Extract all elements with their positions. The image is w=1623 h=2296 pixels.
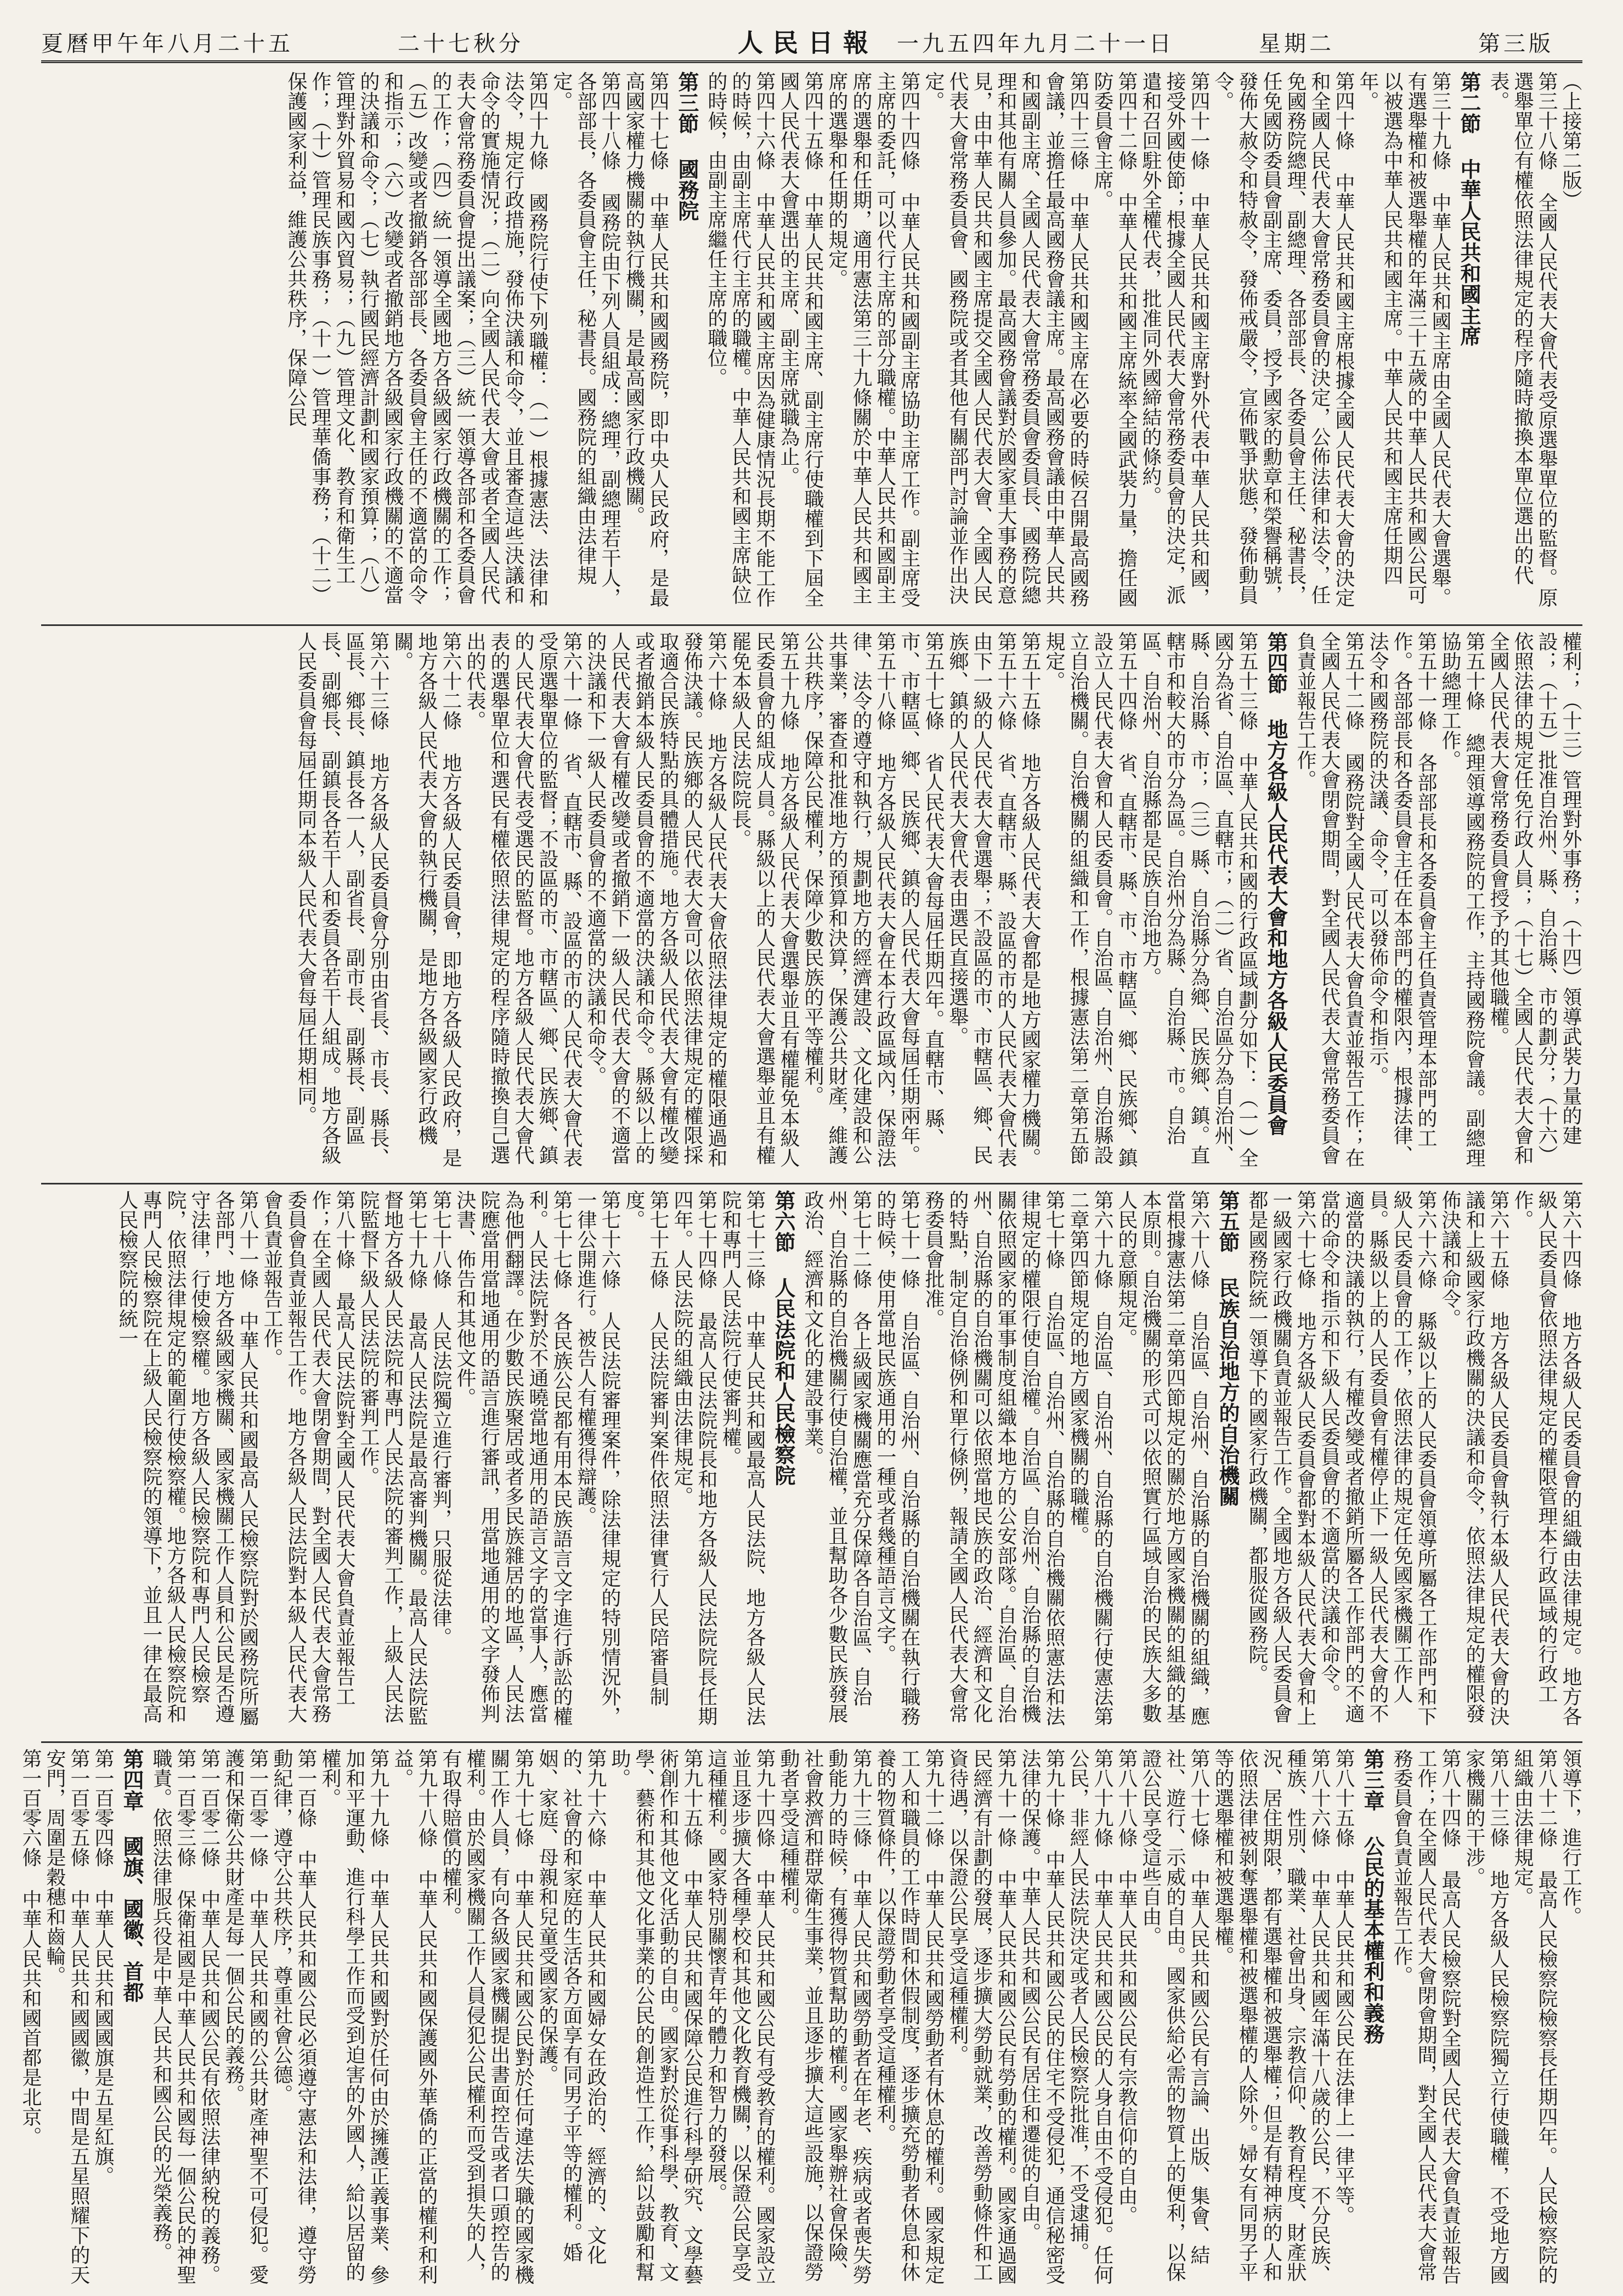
article-paragraph: 第九十三條 中華人民共和國勞動者在年老、疾病或者喪失勞動能力的時候，有獲得物質幫助的權利。國家舉辦社會保險、社會救濟和群眾衛生事業，並且逐步擴大這些設施，以保證勞動者享受這種權利。	[777, 1748, 872, 2284]
article-paragraph: 第五十二條 國務院對全國人民代表大會負責並報告工作；在全國人民代表大會閉會期間，對全國人民代表大會常務委員會負責並報告工作。	[1294, 631, 1365, 1167]
article-paragraph: 第七十五條 人民法院審判案件依照法律實行人民陪審員制度。	[623, 1190, 669, 1706]
article-paragraph: 第五十五條 地方各級人民代表大會都是地方國家權力機關。	[1019, 631, 1041, 1167]
article-paragraph: 第一百零六條 中華人民共和國首都是北京。	[19, 1748, 42, 2146]
article-paragraph: 第三十八條 全國人民代表大會代表受原選舉單位的監督。原選舉單位有權依照法律規定的程序隨時撤換本單位選出的代表。	[1487, 71, 1558, 607]
article-paragraph: 第四十條 中華人民共和國主席根據全國人民代表大會的決定和全國人民代表大會常務委員會的決定，公佈法律和法令，任免國務院總理、副總理、各部部長、各委員會主任、秘書長，任免國防委員會副主席、委員，授予國家的勳章和榮譽稱號，發佈大赦令和特赦令，發佈戒嚴令，宣佈戰爭狀態，發佈動員令。	[1212, 71, 1355, 607]
band-2-columns	[41, 631, 1582, 1175]
article-paragraph: 第五十七條 省人民代表大會每屆任期四年。直轄市、縣、市、市轄區、鄉、民族鄉、鎮的人民代表大會每屆任期兩年。	[898, 631, 945, 1165]
article-paragraph: 第一百條 中華人民共和國公民必須遵守憲法和法律，遵守勞動紀律，遵守公共秩序，尊重社會公德。	[270, 1748, 317, 2284]
article-paragraph: 第四十八條 國務院由下列人員組成：總理，副總理若干人，各部部長，各委員會主任，秘書長。國務院的組織由法律規定。	[550, 71, 621, 607]
article-paragraph: 第八十條 最高人民法院對全國人民代表大會負責並報告工作；在全國人民代表大會閉會期間，對全國人民代表大會常務委員會負責並報告工作。地方各級人民法院對本級人民代表大會負責並報告工作。	[261, 1190, 355, 1723]
text-band-4	[19, 1741, 1582, 2296]
article-paragraph: 第六十七條 地方各級人民委員會都對本級人民代表大會和上一級國家行政機關負責並報告工作。全國地方各級人民委員會都是國務院統一領導下的國家行政機關，都服從國務院。	[1246, 1190, 1316, 1726]
solar-term: 二十七秋分	[398, 31, 524, 57]
article-paragraph: 第五十四條 省、直轄市、縣、市、市轄區、鄉、民族鄉、鎮設立人民代表大會和人民委員會。自治區、自治州、自治縣設立自治機關。自治機關的組織和工作，根據憲法第二章第五節規定。	[1043, 631, 1138, 1167]
article-paragraph: 第七十七條 各民族公民都有用本民族語言文字進行訴訟的權利。人民法院對於不通曉當地通用的語言文字的當事人，應當為他們翻譯。在少數民族聚居或者多民族雜居的地區，人民法院應當用當地通用的語言進行審訊，用當地通用的文字發佈判決書、佈告和其他文件。	[454, 1190, 573, 1726]
article-paragraph: 第四十三條 中華人民共和國主席在必要的時候召開最高國務會議，並擔任最高國務會議主席。最高國務會議由中華人民共和國副主席、全國人民代表大會常務委員會委員長、國務院總理和其他有關人員參加。最高國務會議對於國家重大事務的意見，由中華人民共和國主席提交全國人民代表大會、全國人民代表大會常務委員會、國務院或者其他有關部門討論並作出決定。	[922, 71, 1089, 607]
article-paragraph: 第七十二條 各上級國家機關應當充分保障各自治區、自治州、自治縣的自治機關行使自治權，並且幫助各少數民族發展政治、經濟和文化的建設事業。	[801, 1190, 872, 1723]
article-paragraph: 第七十三條 中華人民共和國最高人民法院、地方各級人民法院和專門人民法院行使審判權。	[719, 1190, 766, 1726]
article-paragraph: （上接第二版）	[1559, 71, 1582, 210]
article-paragraph: 第一百零五條 中華人民共和國國徽，中間是五星照耀下的天安門，周圍是穀穗和齒輪。	[43, 1748, 90, 2284]
text-band-1	[41, 66, 1582, 619]
article-paragraph: 第六十九條 自治區、自治州、自治縣的自治機關行使憲法第二章第四節規定的地方國家機關的職權。	[1067, 1190, 1113, 1726]
article-paragraph: 第九十八條 中華人民共和國保護國外華僑的正當的權利和利益。	[391, 1748, 438, 2284]
publication-date: 一九五四年九月二十一日	[897, 31, 1174, 57]
article-paragraph: 第六十條 地方各級人民代表大會依照法律規定的權限通過和發佈決議。民族鄉的人民代表大會可以依照法律規定的權限採取適合民族特點的具體措施。地方各級人民代表大會有權改變或者撤銷本級人民委員會的不適當的決議和命令。縣級以上的人民代表大會有權改變或者撤銷下一級人民代表大會的不適當的決議和下一級人民委員會的不適當的決議和命令。	[584, 631, 727, 1167]
text-band-2	[41, 624, 1582, 1179]
article-paragraph: 第三十九條 中華人民共和國主席由全國人民代表大會選舉。有選舉權和被選舉權的年滿三十五歲的中華人民共和國公民可以被選為中華人民共和國主席。中華人民共和國主席任期四年。	[1356, 71, 1451, 607]
article-paragraph: 第四十一條 中華人民共和國主席對外代表中華人民共和國，接受外國使節；根據全國人民代表大會常務委員會的決定，派遣和召回駐外全權代表，批准同外國締結的條約。	[1139, 71, 1210, 607]
article-paragraph: 第五十條 總理領導國務院的工作，主持國務院會議。副總理協助總理工作。	[1439, 631, 1485, 1167]
band-3-columns	[41, 1190, 1582, 1733]
article-paragraph: 第八十七條 中華人民共和國公民有言論、出版、集會、結社、遊行、示威的自由。國家供給必需的物質上的便利，以保證公民享受這些自由。	[1139, 1748, 1210, 2282]
article-paragraph: 第七十一條 自治區、自治州、自治縣的自治機關在執行職務的時候，使用當地民族通用的一種或者幾種語言文字。	[874, 1190, 920, 1726]
section-heading: 第四節 地方各級人民代表大會和地方各級人民委員會	[1264, 631, 1288, 1136]
section-heading: 第六節 人民法院和人民檢察院	[771, 1190, 796, 1486]
band-1-columns	[41, 71, 1582, 614]
article-paragraph: 第六十二條 地方各級人民委員會，即地方各級人民政府，是地方各級人民代表大會的執行機關，是地方各級國家行政機關。	[391, 631, 462, 1167]
article-paragraph: 第五十九條 地方各級人民代表大會選舉並且有權罷免本級人民委員會的組成人員。縣級以上的人民代表大會選舉並且有權罷免本級人民法院院長。	[729, 631, 800, 1167]
article-paragraph: 第六十一條 省、直轄市、縣、設區的市的人民代表大會代表受原選舉單位的監督；不設區的市、市轄區、鄉、民族鄉、鎮的人民代表大會代表受選民的監督。地方各級人民代表大會代表的選舉單位和選民有權依照法律規定的程序隨時撤換自己選出的代表。	[463, 631, 583, 1167]
article-paragraph: 第六十三條 地方各級人民委員會分別由省長、市長、縣長、區長、鄉長、鎮長各一人，副省長、副市長、副縣長、副區長、副鄉長、副鎮長各若干人和委員各若干人組成。地方各級人民委員會每屆任期同本級人民代表大會每屆任期相同。	[295, 631, 389, 1167]
article-paragraph: 領導下，進行工作。	[1559, 1748, 1582, 1926]
article-paragraph: 第八十六條 中華人民共和國年滿十八歲的公民，不分民族、種族、性別、職業、社會出身、宗教信仰、教育程度、財產狀況、居住期限，都有選舉權和被選舉權；但是有精神病的人和依照法律被剝奪選舉權和被選舉權的人除外。婦女有同男子平等的選舉權和被選舉權。	[1212, 1748, 1331, 2284]
article-paragraph: 第六十四條 地方各級人民委員會的組織由法律規定。地方各級人民委員會依照法律規定的權限管理本行政區域的行政工作。	[1511, 1190, 1582, 1726]
article-paragraph: 第七十九條 最高人民法院是最高審判機關。最高人民法院監督地方各級人民法院和專門人民法院的審判工作，上級人民法院監督下級人民法院的審判工作。	[357, 1190, 428, 1726]
article-paragraph: 第七十四條 最高人民法院院長和地方各級人民法院院長任期四年。人民法院的組織由法律規定。	[671, 1190, 717, 1726]
article-paragraph: 第七十條 自治區、自治州、自治縣的自治機關依照憲法和法律規定的權限行使自治權。自治區、自治州、自治縣的自治機關依照國家的軍事制度組織本地方的公安部隊。自治區、自治州、自治縣的自治機關可以依照當地民族的政治、經濟和文化的特點，制定自治條例和單行條例，報請全國人民代表大會常務委員會批准。	[922, 1190, 1065, 1726]
band-4-columns	[19, 1748, 1582, 2292]
article-paragraph: 第八十八條 中華人民共和國公民有宗教信仰的自由。	[1115, 1748, 1138, 2225]
article-paragraph: 第五十六條 省、直轄市、縣、設區的市的人民代表大會代表由下一級的人民代表大會選舉；不設區的市、市轄區、鄉、民族鄉、鎮的人民代表大會代表由選民直接選舉。	[946, 631, 1017, 1167]
article-paragraph: 第七十六條 人民法院審理案件，除法律規定的特別情況外，一律公開進行。被告人有權獲得辯護。	[574, 1190, 621, 1726]
page-number: 第三版	[1478, 31, 1554, 57]
article-paragraph: 第九十條 中華人民共和國公民的住宅不受侵犯，通信秘密受法律的保護。中華人民共和國公民有居住和遷徙的自由。	[1019, 1748, 1065, 2284]
article-paragraph: 第一百零一條 中華人民共和國的公共財產神聖不可侵犯。愛護和保衛公共財產是每一個公民的義務。	[222, 1748, 269, 2284]
article-paragraph: 第四十七條 中華人民共和國國務院，即中央人民政府，是最高國家權力機關的執行機關，是最高國家行政機關。	[623, 71, 669, 607]
article-paragraph: 第九十六條 中華人民共和國婦女在政治的、經濟的、文化的、社會的和家庭的生活各方面享有同男子平等的權利。婚姻、家庭、母親和兒童受國家的保護。	[536, 1748, 607, 2265]
article-paragraph: 第五十八條 地方各級人民代表大會在本行政區域內，保證法律、法令的遵守和執行，規劃地方的經濟建設、文化建設和公共事業，審查和批准地方的預算和決算，保護公共財產，維護公共秩序，保障公民權利，保障少數民族的平等權利。	[801, 631, 896, 1167]
article-paragraph: 第八十九條 中華人民共和國公民的人身自由不受侵犯。任何公民，非經人民法院決定或者人民檢察院批准，不受逮捕。	[1067, 1748, 1113, 2284]
article-paragraph: 第一百零三條 保衛祖國是中華人民共和國每一個公民的神聖職責。依照法律服兵役是中華人民共和國公民的光榮義務。	[150, 1748, 196, 2284]
article-paragraph: 第八十四條 最高人民檢察院對全國人民代表大會負責並報告工作；在全國人民代表大會閉會期間，對全國人民代表大會常務委員會負責並報告工作。	[1390, 1748, 1461, 2284]
article-paragraph: 第九十七條 中華人民共和國公民對於任何違法失職的國家機關工作人員，有向各級國家機關提出書面控告或者口頭控告的權利。由於國家機關工作人員侵犯公民權利而受到損失的人，有取得賠償的權利。	[439, 1748, 534, 2284]
article-paragraph: 第八十一條 中華人民共和國最高人民檢察院對於國務院所屬各部門、地方各級國家機關、國家機關工作人員和公民是否遵守法律，行使檢察權。地方各級人民檢察院和專門人民檢察院，依照法律規定的範圍行使檢察權。地方各級人民檢察院和專門人民檢察院在上級人民檢察院的領導下，並且一律在最高人民檢察院的統一	[116, 1190, 259, 1726]
text-band-3	[41, 1183, 1582, 1737]
lunar-date: 夏曆甲午年八月二十五	[41, 31, 293, 57]
article-paragraph: 權利；（十三）管理對外事務；（十四）領導武裝力量的建設；（十五）批准自治州、縣、自治縣、市的劃分；（十六）依照法律的規定任免行政人員；（十七）全國人民代表大會和全國人民代表大會常務委員會授予的其他職權。	[1487, 631, 1582, 1165]
article-paragraph: 第七十八條 人民法院獨立進行審判，只服從法律。	[429, 1190, 452, 1647]
article-paragraph: 第四十五條 中華人民共和國主席、副主席行使職權到下屆全國人民代表大會選出的主席、副主席就職為止。	[777, 71, 824, 607]
article-paragraph: 第四十九條 國務院行使下列職權：（一）根據憲法、法律和法令，規定行政措施，發佈決議和命令，並且審查這些決議和命令的實施情況；（二）向全國人民代表大會或者全國人民代表大會常務委員會提出議案；（三）統一領導各部和各委員會的工作；（四）統一領導全國地方各級國家行政機關的工作；（五）改變或者撤銷各部部長、各委員會主任的不適當的命令和指示；（六）改變或者撤銷地方各級國家行政機關的不適當的決議和命令；（七）執行國民經濟計劃和國家預算；（八）管理對外貿易和國內貿易；（九）管理文化、教育和衛生工作；（十）管理民族事務；（十一）管理華僑事務；（十二）保護國家利益，維護公共秩序，保障公民	[285, 71, 548, 607]
paper-name: 人民日報	[738, 28, 878, 58]
section-heading: 第四章 國旗、國徽、首都	[120, 1748, 144, 2002]
article-paragraph: 第九十九條 中華人民共和國對於任何由於擁護正義事業、參加和平運動、進行科學工作而受到迫害的外國人，給以居留的權利。	[319, 1748, 389, 2284]
article-paragraph: 第四十二條 中華人民共和國主席統率全國武裝力量，擔任國防委員會主席。	[1091, 71, 1138, 607]
article-paragraph: 第五十一條 各部部長和各委員會主任負責管理本部門的工作。各部部長和各委員會主任在本部門的權限內，根據法律、法令和國務院的決議、命令，可以發佈命令和指示。	[1366, 631, 1437, 1165]
article-paragraph: 第四十四條 中華人民共和國副主席協助主席工作。副主席受主席的委託，可以代行主席的部分職權。中華人民共和國副主席的選舉和任期，適用憲法第三十九條關於中華人民共和國主席的選舉和任期的規定。	[825, 71, 920, 607]
article-paragraph: 第六十五條 地方各級人民委員會執行本級人民代表大會的決議和上級國家行政機關的決議和命令，依照法律規定的權限發佈決議和命令。	[1439, 1190, 1509, 1726]
article-paragraph: 第九十四條 中華人民共和國公民有受教育的權利。國家設立並且逐步擴大各種學校和其他文化教育機關，以保證公民享受這種權利。國家特別關懷青年的體力和智力的發展。	[705, 1748, 776, 2284]
weekday: 星期二	[1259, 31, 1334, 57]
article-paragraph: 第四十六條 中華人民共和國主席因為健康情況長期不能工作的時候，由副主席代行主席的職權。中華人民共和國主席缺位的時候，由副主席繼任主席的職位。	[705, 71, 776, 607]
article-paragraph: 第五十三條 中華人民共和國的行政區域劃分如下：（一）全國分為省、自治區、直轄市；（二）省、自治區分為自治州、縣、自治縣、市；（三）縣、自治縣分為鄉、民族鄉、鎮。直轄市和較大的市分為區。自治州分為縣、自治縣、市。自治區、自治州、自治縣都是民族自治地方。	[1139, 631, 1258, 1167]
article-paragraph: 第八十二條 最高人民檢察院檢察長任期四年。人民檢察院的組織由法律規定。	[1511, 1748, 1558, 2284]
article-paragraph: 第一百零二條 中華人民共和國公民有依照法律納稅的義務。	[198, 1748, 220, 2284]
article-paragraph: 第九十二條 中華人民共和國勞動者有休息的權利。國家規定工人和職員的工作時間和休假制度，逐步擴充勞動者休息和休養的物質條件，以保證勞動者享受這種權利。	[874, 1748, 945, 2284]
article-paragraph: 第八十五條 中華人民共和國公民在法律上一律平等。	[1332, 1748, 1355, 2225]
section-heading: 第二節 中華人民共和國主席	[1457, 71, 1481, 346]
article-paragraph: 第六十六條 縣級以上的人民委員會領導所屬各工作部門和下級人民委員會的工作，依照法律的規定任免國家機關工作人員。縣級以上的人民委員會有權停止下一級人民代表大會的不適當的決議的執行，有權改變或者撤銷所屬各工作部門的不適當的命令和指示和下級人民委員會的不適當的決議和命令。	[1318, 1190, 1437, 1726]
section-heading: 第三章 公民的基本權利和義務	[1360, 1748, 1385, 2044]
newspaper-page	[19, 22, 1582, 2284]
article-paragraph: 第九十五條 中華人民共和國保障公民進行科學研究、文學藝術創作和其他文化活動的自由。國家對於從事科學、教育、文學、藝術和其他文化事業的公民的創造性工作，給以鼓勵和幫助。	[608, 1748, 703, 2284]
section-heading: 第三節 國務院	[675, 71, 699, 221]
section-heading: 第五節 民族自治地方的自治機關	[1215, 1190, 1240, 1507]
article-paragraph: 第六十八條 自治區、自治州、自治縣的自治機關的組織，應當根據憲法第二章第四節規定的關於地方國家機關的組織的基本原則。自治機關的形式可以依照實行區域自治的民族大多數人民的意願規定。	[1115, 1190, 1210, 1726]
article-paragraph: 第九十一條 中華人民共和國公民有勞動的權利。國家通過國民經濟有計劃的發展，逐步擴大勞動就業，改善勞動條件和工資待遇，以保證公民享受這種權利。	[946, 1748, 1017, 2284]
article-paragraph: 第八十三條 地方各級人民檢察院獨立行使職權，不受地方國家機關的干涉。	[1463, 1748, 1509, 2284]
masthead	[41, 22, 1582, 63]
article-paragraph: 第一百零四條 中華人民共和國國旗是五星紅旗。	[92, 1748, 114, 2186]
